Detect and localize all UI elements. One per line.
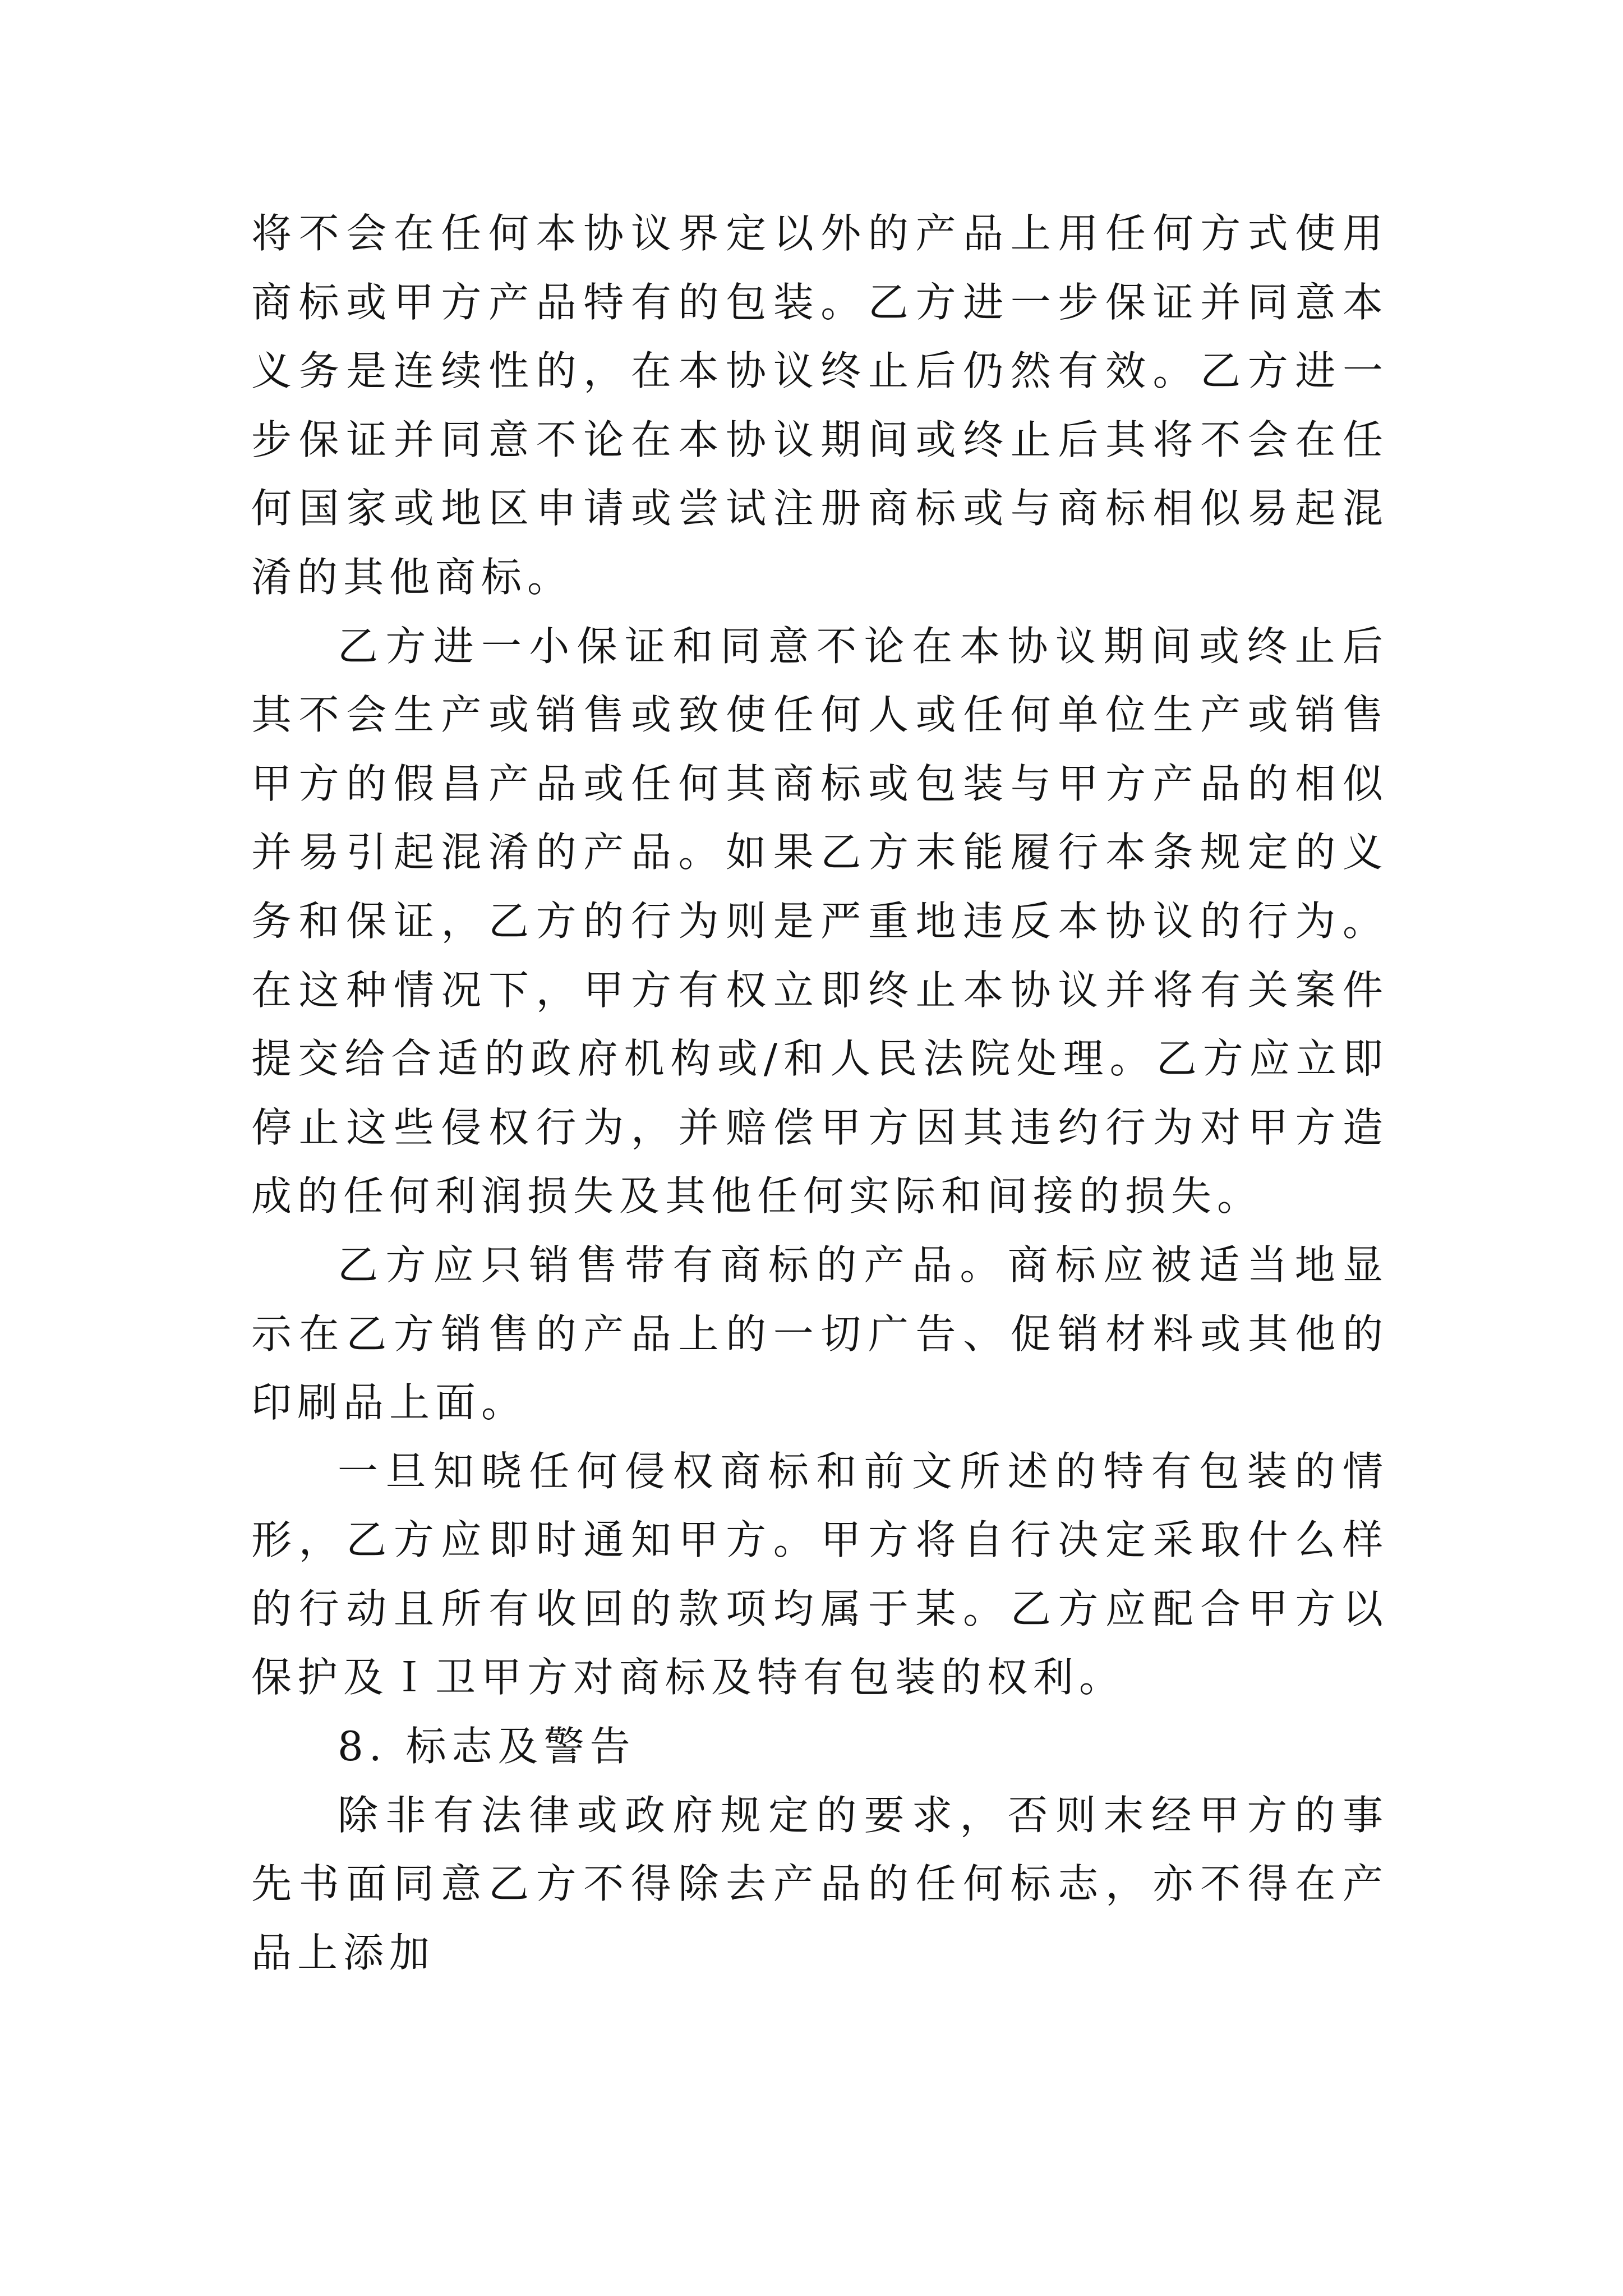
document-body xyxy=(251,199,1389,1987)
paragraph-trademark-display: 乙方应只销售带有商标的产品。商标应被适当地显示在乙方销售的产品上的一切广告、促销材料或其他的印刷品上面。 xyxy=(251,1241,1389,1427)
paragraph-counterfeit-obligation: 乙方进一小保证和同意不论在本协议期间或终止后其不会生产或销售或致使任何人或任何单位生产或销售甲方的假昌产品或任何其商标或包装与甲方产品的相似并易引起混淆的产品。如果乙方末能履行本条规定的义务和保证，乙方的行为则是严重地违反本协议的行为。在这种情况下，甲方有权立即终止本协议并将有关案件提交给合适的政府机构或/和人民法院处理。乙方应立即停止这些侵权行为，并赔偿甲方因其违约行为对甲方造成的任何利润损失及其他任何实际和间接的损失。 xyxy=(251,622,1389,1220)
paragraph-continuation: 将不会在任何本协议界定以外的产品上用任何方式使用商标或甲方产品特有的包装。乙方进一步保证并同意本义务是连续性的，在本协议终止后仍然有效。乙方进一步保证并同意不论在本协议期间或终止后其将不会在任何国家或地区申请或尝试注册商标或与商标相似易起混淆的其他商标。 xyxy=(251,210,1389,601)
paragraph-marks-removal: 除非有法律或政府规定的要求，否则末经甲方的事先书面同意乙方不得除去产品的任何标志，亦不得在产品上添加 xyxy=(251,1791,1389,1976)
paragraph-infringement-notice: 一旦知晓任何侵权商标和前文所述的特有包装的情形，乙方应即时通知甲方。甲方将自行决定采取什么样的行动且所有收回的款项均属于某。乙方应配合甲方以保护及Ｉ卫甲方对商标及特有包装的权利。 xyxy=(251,1447,1389,1701)
section-heading-marks-warnings: 8. 标志及警告 xyxy=(338,1723,636,1770)
